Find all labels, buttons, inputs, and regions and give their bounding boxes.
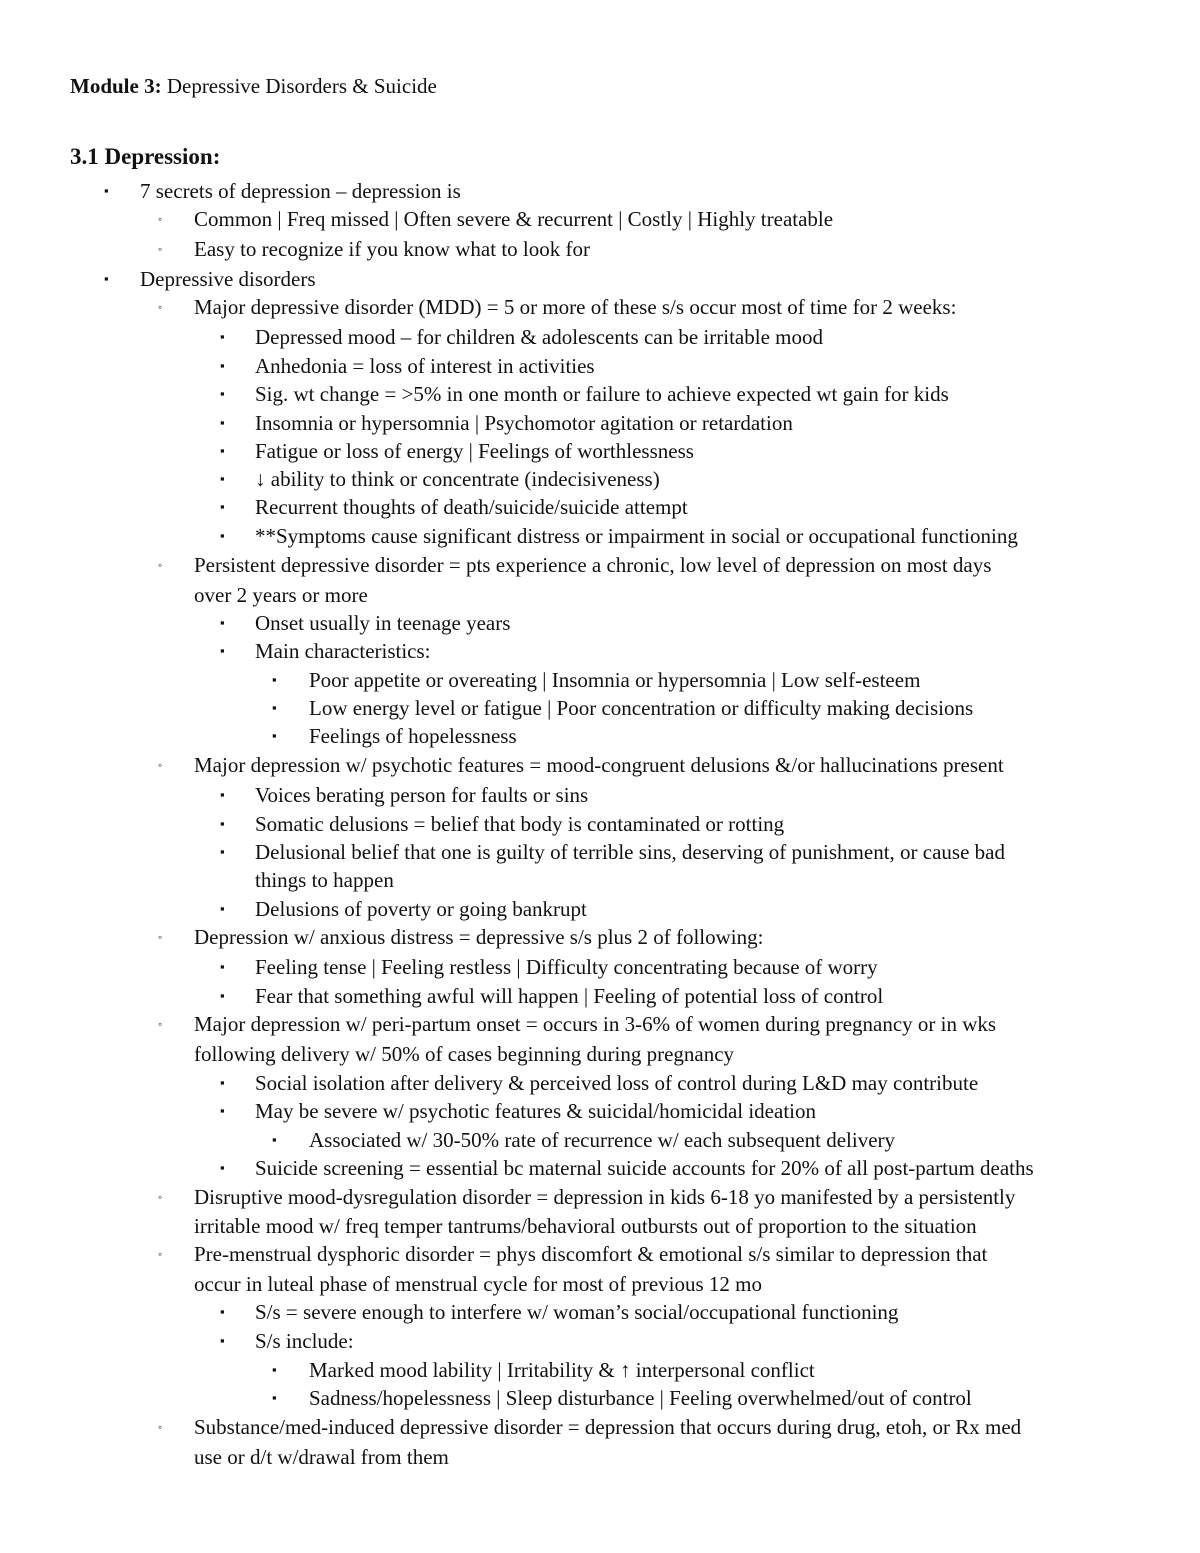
bullet-marker: ◦ [158, 758, 163, 772]
list-item: S/s = severe enough to interfere w/ woman’s social/occupational functioning [255, 1300, 899, 1324]
module-heading [70, 72, 437, 100]
bullet-marker: ▪ [220, 1333, 225, 1348]
bullet-marker: ◦ [158, 558, 163, 572]
bullet-marker: ▪ [220, 443, 225, 458]
list-item: Depressive disorders [140, 267, 316, 291]
bullet-marker: ▪ [220, 844, 225, 859]
list-item: Main characteristics: [255, 639, 431, 663]
bullet-marker: ◦ [158, 1420, 163, 1434]
bullet-marker: ▪ [272, 700, 277, 715]
list-item: Sadness/hopelessness | Sleep disturbance | Feeling overwhelmed/out of control [309, 1386, 972, 1410]
list-item: May be severe w/ psychotic features & suicidal/homicidal ideation [255, 1099, 816, 1123]
bullet-marker: ▪ [220, 901, 225, 916]
bullet-marker: ◦ [158, 242, 163, 256]
list-item: Somatic delusions = belief that body is contaminated or rotting [255, 812, 785, 836]
bullet-marker: ▪ [272, 728, 277, 743]
bullet-marker: ▪ [104, 271, 109, 286]
list-item: Insomnia or hypersomnia | Psychomotor agitation or retardation [255, 411, 793, 435]
bullet-marker: ◦ [158, 1247, 163, 1261]
list-item-continuation: over 2 years or more [194, 583, 368, 607]
list-item-continuation: use or d/t w/drawal from them [194, 1445, 449, 1469]
list-item-continuation: irritable mood w/ freq temper tantrums/behavioral outbursts out of proportion to the situation [194, 1214, 977, 1238]
list-item: Pre-menstrual dysphoric disorder = phys discomfort & emotional s/s similar to depression that [194, 1242, 988, 1266]
bullet-marker: ▪ [220, 959, 225, 974]
module-label: Module 3: [70, 74, 162, 98]
list-item: Onset usually in teenage years [255, 611, 511, 635]
bullet-marker: ▪ [220, 1075, 225, 1090]
bullet-marker: ▪ [220, 358, 225, 373]
bullet-marker: ▪ [220, 1304, 225, 1319]
list-item: Delusions of poverty or going bankrupt [255, 897, 587, 921]
bullet-marker: ▪ [220, 615, 225, 630]
bullet-marker: ▪ [220, 415, 225, 430]
list-item: Major depression w/ peri-partum onset = occurs in 3-6% of women during pregnancy or in wks [194, 1012, 997, 1036]
list-item: Easy to recognize if you know what to look for [194, 237, 590, 261]
bullet-marker: ◦ [158, 212, 163, 226]
list-item: ↓ ability to think or concentrate (indecisiveness) [255, 467, 660, 491]
bullet-marker: ▪ [272, 1132, 277, 1147]
bullet-marker: ▪ [272, 1362, 277, 1377]
list-item: Persistent depressive disorder = pts experience a chronic, low level of depression on most days [194, 553, 992, 577]
bullet-marker: ▪ [220, 386, 225, 401]
bullet-marker: ▪ [220, 329, 225, 344]
list-item: Marked mood lability | Irritability & ↑ interpersonal conflict [309, 1358, 815, 1382]
bullet-marker: ▪ [272, 1390, 277, 1405]
bullet-marker: ▪ [220, 499, 225, 514]
list-item: Substance/med-induced depressive disorder = depression that occurs during drug, etoh, or Rx med [194, 1415, 1022, 1439]
list-item-continuation: occur in luteal phase of menstrual cycle for most of previous 12 mo [194, 1272, 763, 1296]
list-item: Recurrent thoughts of death/suicide/suicide attempt [255, 495, 688, 519]
bullet-marker: ▪ [220, 988, 225, 1003]
list-item: Depression w/ anxious distress = depressive s/s plus 2 of following: [194, 925, 764, 949]
list-item: Voices berating person for faults or sins [255, 783, 589, 807]
bullet-marker: ▪ [220, 471, 225, 486]
module-title: Depressive Disorders & Suicide [161, 74, 437, 98]
list-item: Major depressive disorder (MDD) = 5 or more of these s/s occur most of time for 2 weeks: [194, 295, 957, 319]
list-item-continuation: things to happen [255, 868, 394, 892]
bullet-marker: ▪ [220, 1103, 225, 1118]
bullet-marker: ▪ [220, 1160, 225, 1175]
bullet-marker: ◦ [158, 930, 163, 944]
list-item: 7 secrets of depression – depression is [140, 179, 461, 203]
list-item: Anhedonia = loss of interest in activities [255, 354, 595, 378]
list-item: Delusional belief that one is guilty of terrible sins, deserving of punishment, or cause bad [255, 840, 1005, 864]
bullet-marker: ▪ [220, 528, 225, 543]
list-item: Fatigue or loss of energy | Feelings of worthlessness [255, 439, 694, 463]
list-item: Fear that something awful will happen | Feeling of potential loss of control [255, 984, 884, 1008]
bullet-marker: ▪ [220, 787, 225, 802]
list-item: Sig. wt change = >5% in one month or failure to achieve expected wt gain for kids [255, 382, 949, 406]
list-item: **Symptoms cause significant distress or impairment in social or occupational functioning [255, 524, 1018, 548]
list-item: Disruptive mood-dysregulation disorder = depression in kids 6-18 yo manifested by a persistently [194, 1185, 1016, 1209]
list-item: Associated w/ 30-50% rate of recurrence w/ each subsequent delivery [309, 1128, 896, 1152]
bullet-marker: ▪ [104, 183, 109, 198]
list-item: Suicide screening = essential bc maternal suicide accounts for 20% of all post-partum deaths [255, 1156, 1034, 1180]
list-item: Low energy level or fatigue | Poor concentration or difficulty making decisions [309, 696, 974, 720]
list-item: Major depression w/ psychotic features = mood-congruent delusions &/or hallucinations present [194, 753, 1004, 777]
list-item-continuation: following delivery w/ 50% of cases beginning during pregnancy [194, 1042, 735, 1066]
section-heading: 3.1 Depression: [70, 144, 221, 169]
bullet-marker: ▪ [220, 643, 225, 658]
list-item: Common | Freq missed | Often severe & recurrent | Costly | Highly treatable [194, 207, 834, 231]
bullet-marker: ◦ [158, 1017, 163, 1031]
list-item: Feeling tense | Feeling restless | Difficulty concentrating because of worry [255, 955, 878, 979]
bullet-marker: ▪ [220, 816, 225, 831]
list-item: S/s include: [255, 1329, 354, 1353]
bullet-marker: ◦ [158, 300, 163, 314]
list-item: Social isolation after delivery & perceived loss of control during L&D may contribute [255, 1071, 979, 1095]
list-item: Poor appetite or overeating | Insomnia or hypersomnia | Low self-esteem [309, 668, 921, 692]
list-item: Depressed mood – for children & adolescents can be irritable mood [255, 325, 823, 349]
bullet-marker: ◦ [158, 1190, 163, 1204]
list-item: Feelings of hopelessness [309, 724, 517, 748]
bullet-marker: ▪ [272, 672, 277, 687]
